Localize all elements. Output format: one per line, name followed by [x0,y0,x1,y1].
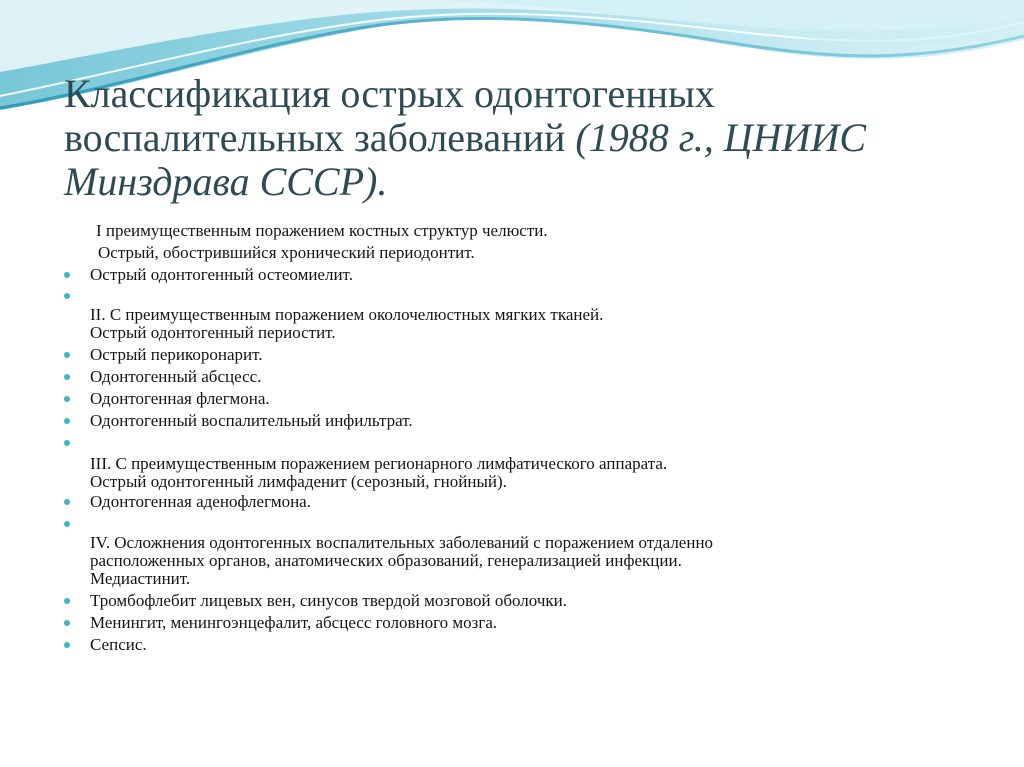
list-item-text [90,434,958,452]
bullet-icon [58,434,76,452]
list-item-text [90,515,958,533]
page-title [64,72,964,204]
list-text-item [58,222,958,240]
list-item-text: I преимущественным поражением костных структур челюсти. [96,221,548,240]
list-item [58,493,958,511]
bullet-icon [58,368,76,386]
bullet-icon [58,346,76,364]
list-item [58,592,958,610]
bullet-icon [58,287,76,305]
list-item-text: Одонтогенная флегмона. [90,389,270,408]
list-item [58,390,958,408]
bullet-icon [58,493,76,511]
classification-list [58,218,958,654]
list-item-text: Тромбофлебит лицевых вен, синусов твердой мозговой оболочки. [90,591,568,610]
list-item [58,346,958,364]
bullet-icon [58,266,76,284]
bullet-icon [58,592,76,610]
list-item-text: II. С преимущественным поражением околочелюстных мягких тканей. Острый одонтогенный периостит. [90,305,604,342]
list-item-text: IV. Осложнения одонтогенных воспалительных заболеваний с поражением отдаленно расположенных органов, анатомических образований, генерализацией инфекции. Медиастинит. [90,533,714,588]
list-item [58,266,958,284]
list-item [58,412,958,430]
list-item-text: III. С преимущественным поражением регионарного лимфатического аппарата. Острый одонтогенный лимфаденит (серозный, гнойный). [90,454,668,491]
list-text-item [58,244,958,262]
list-item-text: Менингит, менингоэнцефалит, абсцесс головного мозга. [90,613,498,632]
list-item-text: Сепсис. [90,635,147,654]
list-item [58,434,958,452]
list-item-text: Острый, обострившийся хронический периодонтит. [98,243,475,262]
bullet-icon [58,515,76,533]
bullet-icon [58,412,76,430]
list-item [58,368,958,386]
list-item-text: Одонтогенный воспалительный инфильтрат. [90,411,413,430]
list-item [58,287,958,305]
list-item [58,515,958,533]
bullet-icon [58,636,76,654]
title-line-2-italic: (1988 г., ЦНИИС [575,115,867,160]
list-item-text: Одонтогенная аденофлегмона. [90,492,311,511]
bullet-icon [58,614,76,632]
list-text-item [58,455,958,491]
list-text-item [58,306,958,342]
title-line-2: воспалительных заболеваний [64,115,576,160]
list-item-text: Одонтогенный абсцесс. [90,367,262,386]
list-item [58,614,958,632]
title-line-3: Минздрава СССР). [64,159,388,204]
list-text-item [58,534,958,588]
list-item-text: Острый одонтогенный остеомиелит. [90,265,353,284]
title-line-1: Классификация острых одонтогенных [64,71,715,116]
list-item-text: Острый перикоронарит. [90,345,263,364]
bullet-icon [58,390,76,408]
list-item-text [90,287,958,305]
list-item [58,636,958,654]
